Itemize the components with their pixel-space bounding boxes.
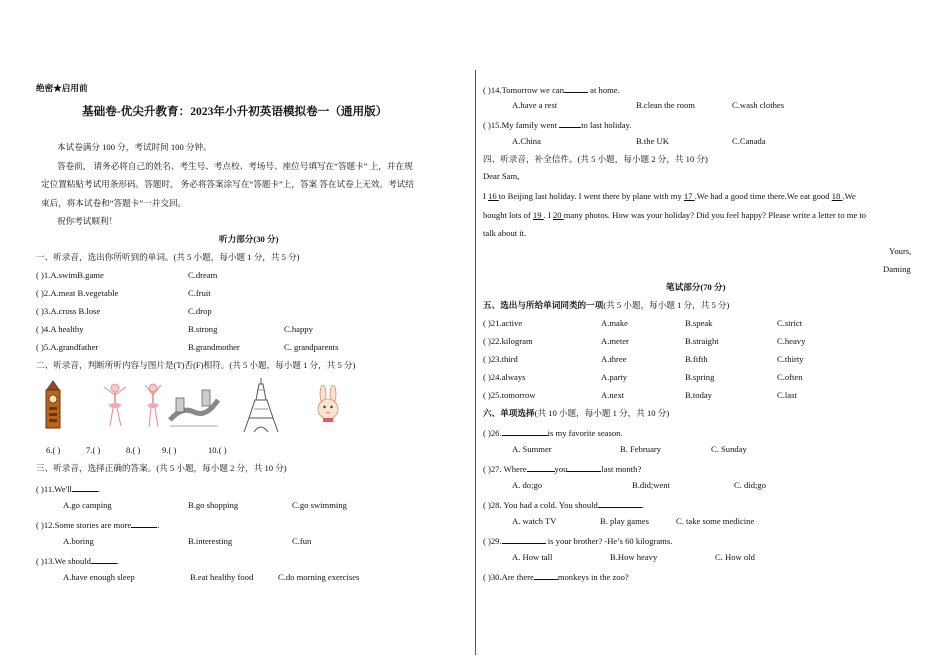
- option-a: A.meter: [601, 336, 629, 346]
- option-c: C.strict: [777, 318, 803, 328]
- question-line: ( )15.My family went to last holiday.: [483, 120, 632, 130]
- letter-line: bought lots of 19 . I 20 many photos. How was your holiday? Did you feel happy? Please write a letter to me to: [483, 210, 867, 220]
- answer-blank[interactable]: [91, 555, 117, 564]
- question-line: ( )12.Some stories are more .: [36, 520, 160, 530]
- option-c: C.do morning exercises: [278, 572, 360, 582]
- question-line: ( )26. is my favorite season.: [483, 428, 623, 438]
- section-title: 三、听录音，选择正确的答案。(共 5 小题，每小题 2 分，共 10 分): [36, 463, 287, 473]
- option-b: B.spring: [685, 372, 715, 382]
- page-title: 基础卷-优尖升教育：2023年小升初英语模拟卷一（通用版）: [82, 105, 388, 118]
- question-line: ( )25.tomorrow: [483, 390, 536, 400]
- option-c: C. grandparents: [284, 342, 339, 352]
- picture-answer[interactable]: 8.( ): [126, 445, 141, 455]
- answer-blank[interactable]: [527, 463, 555, 472]
- option-a: A. How tall: [512, 552, 553, 562]
- option-c: C. take some medicine: [676, 516, 755, 526]
- option-a: A. do;go: [512, 480, 543, 490]
- blank-17[interactable]: 17: [683, 191, 695, 201]
- picture-answer[interactable]: 10.( ): [208, 445, 227, 455]
- question-line: ( )1.A.swimB.game: [36, 270, 104, 280]
- instruction-line: 定位置粘贴考试用条形码。答题时， 务必将答案涂写在“答题卡”上，答案 答在试卷上无效。考试结: [41, 179, 414, 189]
- option-b: B.clean the room: [636, 100, 695, 110]
- option-c: C.happy: [284, 324, 313, 334]
- option-c: C.wash clothes: [732, 100, 785, 110]
- instruction-line: 本试卷满分 100 分，考试时间 100 分钟。: [57, 142, 212, 152]
- great-wall-icon: [168, 380, 220, 430]
- answer-blank[interactable]: [567, 463, 601, 472]
- question-line: ( )27. Where you last month?: [483, 464, 642, 474]
- bunny-icon: [314, 385, 342, 425]
- option-b: B.strong: [188, 324, 218, 334]
- section-title: 二、听录音，判断所听内容与图片是(T)否(F)相符。(共 5 小题，每小题 1 分，共 5 分): [36, 360, 356, 370]
- option-a: A.three: [601, 354, 627, 364]
- question-line: ( )28. You had a cold. You should .: [483, 500, 644, 510]
- question-line: ( )21.active: [483, 318, 523, 328]
- option-a: A.make: [601, 318, 628, 328]
- option-c: C.go swimming: [292, 500, 347, 510]
- answer-blank[interactable]: [502, 535, 546, 544]
- picture-answer[interactable]: 6.( ): [46, 445, 61, 455]
- option-b: B.did;went: [632, 480, 670, 490]
- option-c: C.drop: [188, 306, 212, 316]
- question-line: ( )4.A healthy: [36, 324, 84, 334]
- listening-heading: 听力部分(30 分): [219, 234, 279, 244]
- letter-closing: Yours,: [889, 246, 912, 256]
- option-c: C.dream: [188, 270, 218, 280]
- blank-20[interactable]: 20: [552, 210, 564, 220]
- option-b: B.fifth: [685, 354, 708, 364]
- option-a: A.party: [601, 372, 628, 382]
- ballet-dancer-icon: [141, 381, 165, 429]
- option-c: C. Sunday: [711, 444, 747, 454]
- question-line: ( )5.A.grandfather: [36, 342, 99, 352]
- option-c: C.heavy: [777, 336, 806, 346]
- blank-18[interactable]: 18: [831, 191, 843, 201]
- answer-blank[interactable]: [72, 483, 98, 492]
- option-b: B. play games: [600, 516, 649, 526]
- written-heading: 笔试部分(70 分): [666, 282, 726, 292]
- option-a: A.go camping: [63, 500, 112, 510]
- option-c: C.often: [777, 372, 803, 382]
- option-a: A. Summer: [512, 444, 552, 454]
- option-a: A.boring: [63, 536, 94, 546]
- section-title: 五、选出与所给单词同类的一项(共 5 小题，每小题 1 分，共 5 分): [483, 300, 730, 310]
- instruction-line: 束后，将本试卷和“答题卡”一并交回。: [41, 198, 187, 208]
- option-a: A.next: [601, 390, 625, 400]
- option-a: A.China: [512, 136, 541, 146]
- answer-blank[interactable]: [534, 571, 558, 580]
- option-c: C.fun: [292, 536, 312, 546]
- answer-blank[interactable]: [559, 119, 581, 128]
- question-line: ( )29. is your brother? -He’s 60 kilograms.: [483, 536, 673, 546]
- option-a: A.have enough sleep: [63, 572, 135, 582]
- answer-blank[interactable]: [131, 519, 157, 528]
- option-c: C. How old: [715, 552, 755, 562]
- column-divider: [475, 70, 476, 655]
- option-b: B.today: [685, 390, 712, 400]
- option-b: B.go shopping: [188, 500, 239, 510]
- question-line: ( )30.Are there monkeys in the zoo?: [483, 572, 629, 582]
- section-title: 六、单项选择(共 10 小题，每小题 1 分，共 10 分): [483, 408, 670, 418]
- letter-line: I 16 to Beijing last holiday. I went there by plane with my 17 .We had a good time there.We eat good 18 .We: [483, 191, 856, 201]
- clock-tower-icon: [40, 380, 66, 430]
- option-b: B.straight: [685, 336, 719, 346]
- option-b: B.the UK: [636, 136, 669, 146]
- option-c: C.thirty: [777, 354, 804, 364]
- question-line: ( )24.always: [483, 372, 526, 382]
- question-line: ( )11.We'll .: [36, 484, 101, 494]
- answer-blank[interactable]: [598, 499, 642, 508]
- instruction-line: 祝你考试顺利！: [57, 216, 118, 226]
- question-line: ( )3.A.cross B.lose: [36, 306, 101, 316]
- picture-answer[interactable]: 9.( ): [162, 445, 177, 455]
- section-title: 四、听录音，补全信件。(共 5 小题，每小题 2 分，共 10 分): [483, 154, 708, 164]
- option-a: A.have a rest: [512, 100, 558, 110]
- option-a: A. watch TV: [512, 516, 557, 526]
- option-c: C.last: [777, 390, 797, 400]
- option-c: C.Canada: [732, 136, 766, 146]
- question-line: ( )2.A.meat B.vegetable: [36, 288, 119, 298]
- question-line: ( )22.kilogram: [483, 336, 533, 346]
- letter-signature: Daming: [883, 264, 911, 274]
- eiffel-tower-icon: [242, 378, 280, 432]
- letter-greeting: Dear Sam,: [483, 171, 520, 181]
- option-b: B.speak: [685, 318, 713, 328]
- ballet-dancer-icon: [98, 381, 136, 429]
- instruction-line: 答卷前， 请务必将自己的姓名、考生号、考点校、考场号、座位号填写在“答题卡” 上，并在规: [57, 161, 413, 171]
- section-title: 一、听录音，选出你所听到的单词。(共 5 小题，每小题 1 分，共 5 分): [36, 252, 300, 262]
- option-c: C.fruit: [188, 288, 211, 298]
- option-b: B.grandmother: [188, 342, 240, 352]
- blank-19[interactable]: 19: [532, 210, 544, 220]
- option-b: B.eat healthy food: [190, 572, 254, 582]
- question-line: ( )14.Tomorrow we can at home.: [483, 85, 620, 95]
- answer-blank[interactable]: [564, 84, 588, 93]
- question-line: ( )13.We should .: [36, 556, 120, 566]
- confidential-mark: 绝密★启用前: [36, 83, 88, 93]
- option-c: C. did;go: [734, 480, 766, 490]
- option-b: B.How heavy: [610, 552, 658, 562]
- question-line: ( )23.third: [483, 354, 518, 364]
- answer-blank[interactable]: [502, 427, 548, 436]
- blank-16[interactable]: 16: [488, 191, 499, 201]
- option-b: B. February: [620, 444, 662, 454]
- letter-line: talk about it.: [483, 228, 527, 238]
- option-b: B.interesting: [188, 536, 233, 546]
- picture-answer[interactable]: 7.( ): [86, 445, 101, 455]
